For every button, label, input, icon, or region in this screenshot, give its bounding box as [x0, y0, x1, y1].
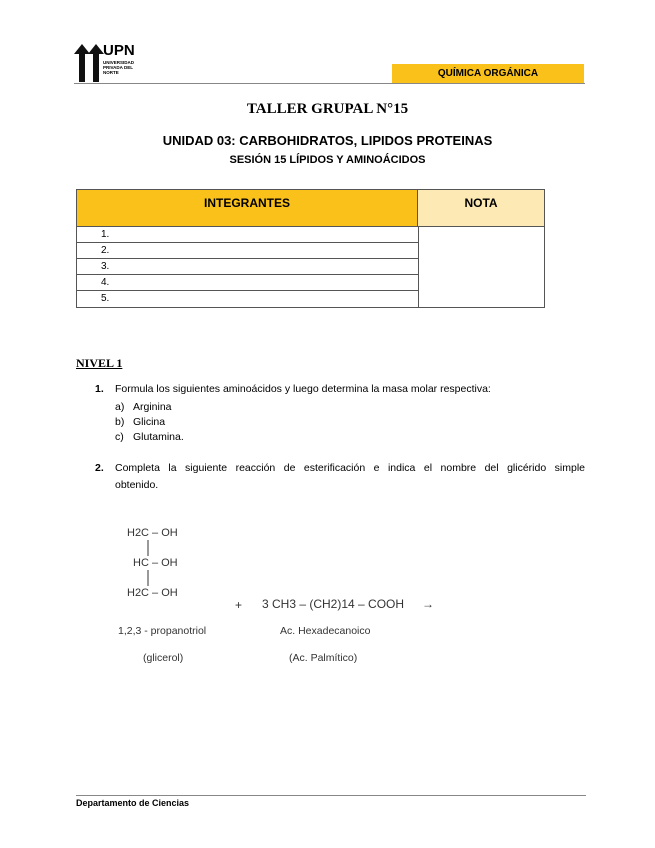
acid-formula: 3 CH3 – (CH2)14 – COOH	[262, 597, 405, 611]
session-title: SESIÓN 15 LÍPIDOS Y AMINOÁCIDOS	[229, 154, 426, 166]
member-row[interactable]: 5.	[101, 293, 110, 304]
logo-subtitle: UNIVERSIDAD PRIVADA DEL NORTE	[103, 60, 135, 75]
footer-text: Departamento de Ciencias	[76, 798, 190, 808]
plus-sign: +	[235, 598, 243, 612]
reaction-arrow: →	[422, 597, 434, 611]
question-2-text-line1: Completa la siguiente reacción de esterificación e indica el nombre del glicérido simple	[115, 462, 585, 474]
option-label: b)	[115, 416, 125, 428]
page-title: TALLER GRUPAL N°15	[246, 101, 409, 117]
glycerol-row-2: HC – OH	[133, 557, 178, 569]
glycerol-row-1: H2C – OH	[127, 527, 178, 539]
grade-header: NOTA	[418, 189, 545, 227]
logo-text: UPN	[103, 42, 135, 59]
header-rule	[74, 83, 585, 84]
member-row[interactable]: 1.	[76, 227, 418, 243]
member-row[interactable]: 4.	[76, 275, 418, 291]
member-row[interactable]: 2.	[76, 243, 418, 259]
option-label: a)	[115, 401, 125, 413]
question-2-number: 2.	[95, 462, 104, 474]
option-text: Arginina	[133, 401, 172, 413]
question-2-text-line2: obtenido.	[115, 479, 159, 491]
level-heading: NIVEL 1	[76, 356, 123, 370]
glycerol-name: 1,2,3 - propanotriol	[118, 625, 207, 637]
glycerol-common-name: (glicerol)	[143, 652, 184, 664]
member-row[interactable]: 3.	[76, 259, 418, 275]
unit-title: UNIDAD 03: CARBOHIDRATOS, LIPIDOS PROTEINAS	[162, 133, 493, 148]
table-divider	[418, 227, 419, 308]
acid-common-name: (Ac. Palmítico)	[289, 652, 358, 664]
acid-name: Ac. Hexadecanoico	[280, 625, 371, 637]
glycerol-bonds-icon	[146, 540, 150, 586]
question-1-number: 1.	[95, 383, 104, 395]
option-text: Glicina	[133, 416, 166, 428]
glycerol-row-3: H2C – OH	[127, 587, 178, 599]
subject-badge: QUÍMICA ORGÁNICA	[392, 64, 584, 84]
footer-rule	[76, 795, 586, 796]
option-text: Glutamina.	[133, 431, 184, 443]
question-1-text: Formula los siguientes aminoácidos y luego determina la masa molar respectiva:	[115, 383, 491, 395]
members-header: INTEGRANTES	[76, 189, 418, 227]
option-label: c)	[115, 431, 124, 443]
